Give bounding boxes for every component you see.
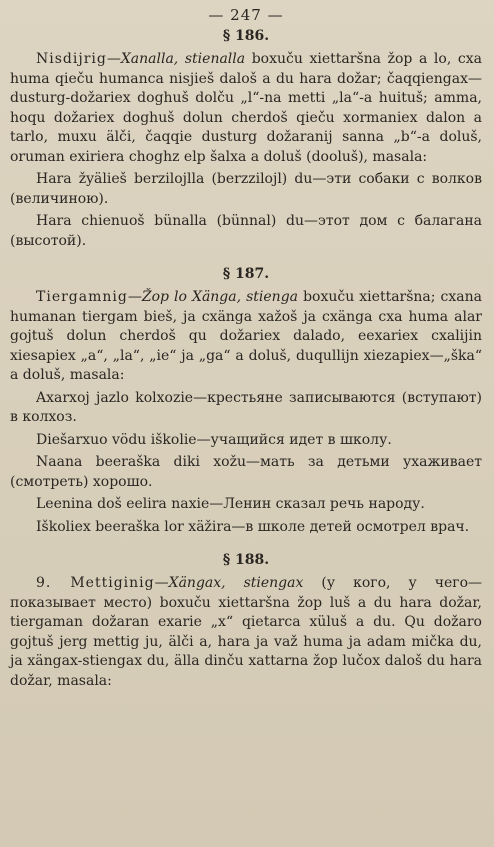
italic-example: Žop lo Xänga, stienga <box>141 289 299 305</box>
section-paragraph <box>10 574 482 691</box>
paragraph-text: (у кого, у чего—показывает место) boxuču xiettaršna žop luš a du hara dožar, tiergaman dožaran exarie „x“ qietarca xüluš a du. Qu dožaro gojtuš jerg mettig ju, älči a, hara ja važ huma ja adam mička du, ja xängax-stiengax du, älla dinču xattarna žop lučox daloš du hara dožar, masala: <box>10 575 483 689</box>
example-sentence: Naana beeraška diki xožu—мать за детьми ухаживает (смотреть) хорошо. <box>10 454 482 490</box>
example-sentence: Axarxoj jazlo kolxozie—крестьяне записываются (вступают) в колхоз. <box>10 389 482 425</box>
paragraph-text: boxuču xiettaršna žop a lo, cxa huma qieču humanca nisjieš daloš a du hara dožar; čaqqiengax—dusturg-dožariex doghuš dolču „l“-na metti „la“-a huituš; amma, hoqu dožariex doghuš dolun cherdoš qieču xormaniex dalon a tarlo, muxu älči, čaqqie dusturg dožaranij sanna „b“-a doluš, oruman exiriera choghz elp šalxa a doluš (dooluš), masala: <box>10 51 482 165</box>
term: Tiergamnig <box>36 289 128 305</box>
section-heading: § 186. <box>222 28 270 44</box>
example-sentence: Hara žyälieš berzilojlla (berzzilojl) du—эти собаки с волков (величиною). <box>10 171 482 207</box>
example-sentence: Diešarxuo vödu iškolie—учащийся идет в школу. <box>36 431 392 448</box>
page-number: — 247 — <box>208 6 284 24</box>
dash: — <box>106 51 121 67</box>
section-paragraph <box>10 50 482 167</box>
section-heading: § 188. <box>222 552 270 568</box>
term: Nisdijrig <box>36 51 107 67</box>
term: 9. Mettiginig <box>36 575 155 591</box>
section-paragraph <box>10 288 482 386</box>
section-heading: § 187. <box>222 266 270 282</box>
paragraph-text: boxuču xiettaršna; cxana humanan tiergam bieš, ja cxänga xažoš ja cxänga cxa huma alar gojtuš dolun cherdoš qu dožariex dalado, eexariex cxalijin xiesapiex „a“, „la“, „ie“ ja „ga“ a doluš, duqullijn xiezapiex—„ška“ a doluš, masala: <box>10 289 482 383</box>
example-sentence: Hara chienuoš bünalla (bünnal) du—этот дом с балагана (высотой). <box>10 213 482 249</box>
example-sentence: Iškoliex beeraška lor xäžira—в школе детей осмотрел врач. <box>36 518 470 535</box>
italic-example: Xängax, stiengax <box>168 575 304 591</box>
dash: — <box>154 575 169 591</box>
example-sentence: Leenina doš eelira naxie—Ленин сказал речь народу. <box>36 496 425 512</box>
dash: — <box>127 289 142 305</box>
italic-example: Xanalla, stienalla <box>120 51 246 67</box>
